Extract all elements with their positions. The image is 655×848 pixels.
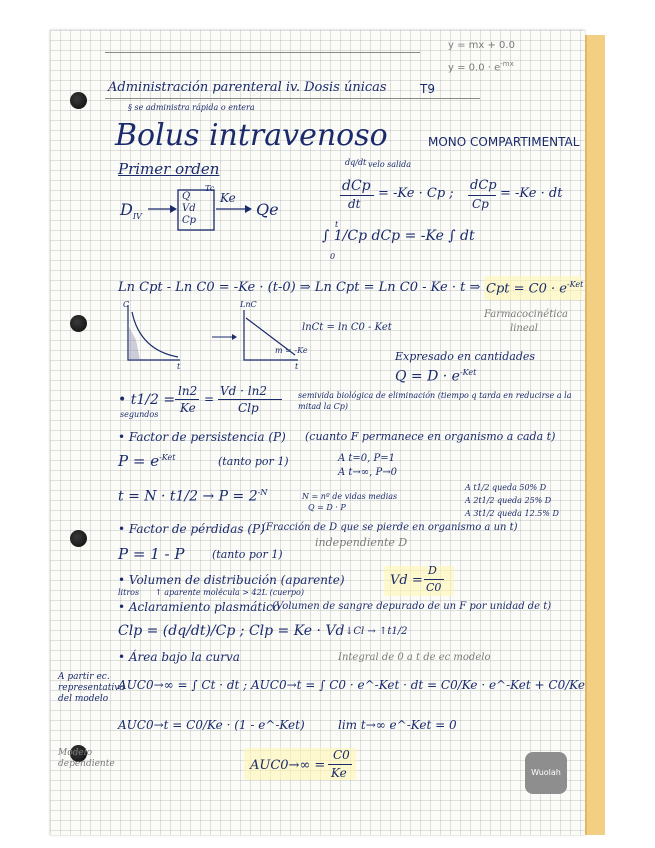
top-equation-linear: y = mx + 0.0 — [448, 40, 515, 51]
volume-formula-lhs: Vd = — [390, 573, 423, 588]
graph1-xlabel: t — [177, 362, 181, 371]
q-note: Q = D · P — [308, 503, 346, 512]
sep-eq-num: dCp — [470, 178, 497, 193]
linear-note: Farmacocinética lineal — [484, 309, 569, 334]
diagram-ke: Ke — [220, 191, 236, 205]
auc-final-num: C0 — [333, 748, 350, 762]
auc-final-den: Ke — [331, 766, 347, 780]
losses-unit: (tanto por 1) — [212, 548, 283, 561]
integral-limit-bottom: 0 — [330, 252, 336, 261]
header-subnote: § se administra rápida o entera — [128, 103, 255, 112]
half-life-ln2: ln2 — [178, 384, 198, 398]
diagram-box-corner: Tc — [205, 184, 215, 193]
auc-limit: lim t→∞ e^-Ket = 0 — [338, 718, 457, 732]
half-life-ke: Ke — [180, 401, 196, 415]
graph2-equation: lnCt = ln C0 - Ket — [302, 322, 392, 333]
equals: = — [204, 392, 215, 406]
rate-note-fraction: dq/dt — [345, 158, 367, 167]
clearance-relation: ↓Cl → ↑t1/2 — [345, 626, 408, 637]
half-life-mid-num: Vd · ln2 — [220, 384, 267, 398]
first-order-heading: Primer orden — [118, 160, 220, 178]
losses-heading: • Factor de pérdidas (P) — [118, 522, 265, 536]
auc-final-lhs: AUC0→∞ = — [250, 758, 326, 773]
volume-note: ↑ aparente molécula > 42L (cuerpo) — [155, 588, 304, 597]
top-equation-exponential: $y = 0.0 \cdot e^{-mx}$ — [448, 60, 514, 74]
main-title: Bolus intravenoso — [115, 118, 388, 153]
diagram-box: Q Vd Cp — [182, 191, 197, 226]
graph2-xlabel: t — [295, 362, 299, 371]
rate-eq-den: dt — [348, 197, 361, 211]
losses-formula: P = 1 - P — [118, 545, 185, 563]
log-result: Cpt = $C0 \cdot e^{-Ket}$ — [486, 280, 584, 297]
half-life-lhs: • t1/2 = — [118, 392, 176, 408]
fraction-bar — [218, 399, 282, 400]
half-lives-note: N = nº de vidas medias — [302, 492, 398, 501]
sep-eq-rhs: = -Ke · dt — [500, 186, 563, 201]
persistence-note: (cuanto F permanece en organismo a cada t) — [305, 430, 556, 443]
clearance-heading: • Aclaramiento plasmático — [118, 600, 281, 614]
log-derivation: Ln Cpt - Ln C0 = -Ke · (t-0) ⇒ Ln Cpt = Ln C0 - Ke · t ⇒ — [118, 280, 481, 295]
persistence-heading: • Factor de persistencia (P) — [118, 430, 286, 444]
rate-eq-num: dCp — [342, 178, 371, 194]
graph1-ylabel: C — [123, 300, 130, 309]
diagram-input: $D_{IV}$ — [120, 200, 142, 222]
graph2-ylabel: LnC — [240, 300, 257, 309]
amounts-equation: $Q = D \cdot e^{-Ket}$ — [395, 368, 477, 385]
half-life-description: semivida biológica de eliminación (tiempo q tarda en reducirse a la mitad la Cp) — [298, 391, 572, 411]
volume-formula-num: D — [428, 564, 437, 577]
rate-eq-rhs: = -Ke · Cp ; — [378, 186, 454, 201]
losses-independent: independiente D — [315, 536, 408, 549]
integral-limit-top: t — [335, 220, 339, 229]
persistence-cond2: A t→∞, P→0 — [338, 467, 397, 478]
volume-heading: • Volumen de distribución (aparente) — [118, 573, 345, 587]
watermark-stamp: Wuolah — [525, 752, 567, 794]
auc-side-note: A partir ec. representativa del modelo — [58, 672, 125, 704]
integral-equation: ∫ 1/Cp dCp = -Ke ∫ dt — [322, 228, 475, 244]
persistence-half-lives: $t = N \cdot t1/2 \to P = 2^{-N}$ — [118, 488, 268, 505]
fraction-bar — [175, 399, 199, 400]
losses-note: (Fracción de D que se pierde en organismo a un t) — [262, 522, 518, 533]
rate-note: velo salida — [368, 160, 412, 169]
sep-eq-den: Cp — [472, 197, 489, 211]
page-title: Administración parenteral iv. Dosis únicas — [108, 80, 387, 95]
model-type: MONO COMPARTIMENTAL — [428, 135, 580, 149]
auc-equation-2: AUC0→t = C0/Ke · (1 - e^-Ket) — [118, 718, 305, 732]
auc-side-note-2: Modelo dependiente — [58, 748, 115, 769]
graph2-slope: m = -Ke — [275, 346, 308, 355]
auc-note: Integral de 0 a t de ec modelo — [338, 652, 491, 663]
clearance-note: (Volumen de sangre depurado de un F por unidad de t) — [272, 601, 552, 612]
remaining-grade: A 3t1/2 queda 12.5% D — [465, 509, 559, 518]
auc-equation-1: AUC0→∞ = ∫ Ct · dt ; AUC0→t = ∫ C0 · e^-Ket · dt = C0/Ke · e^-Ket + C0/Ke — [118, 678, 586, 692]
volume-formula-den: C0 — [426, 581, 442, 594]
amounts-note: Expresado en cantidades — [395, 350, 536, 363]
clearance-formula: Clp = (dq/dt)/Cp ; Clp = Ke · Vd — [118, 623, 345, 639]
persistence-formula: $P = e^{-Ket}$ — [118, 452, 176, 470]
half-life-unit: segundos — [120, 410, 159, 419]
fraction-bar — [424, 579, 444, 580]
persistence-unit: (tanto por 1) — [218, 455, 289, 468]
half-life-mid-den: Clp — [238, 401, 259, 415]
remaining-grade: A t1/2 queda 50% D — [465, 483, 547, 492]
fraction-bar — [328, 764, 352, 765]
persistence-cond1: A t=0, P=1 — [338, 453, 395, 464]
volume-litres: litros — [118, 588, 140, 597]
diagram-output: Qe — [256, 200, 279, 219]
topic-code: T9 — [420, 82, 435, 96]
remaining-grade: A 2t1/2 queda 25% D — [465, 496, 552, 505]
auc-heading: • Área bajo la curva — [118, 650, 240, 664]
